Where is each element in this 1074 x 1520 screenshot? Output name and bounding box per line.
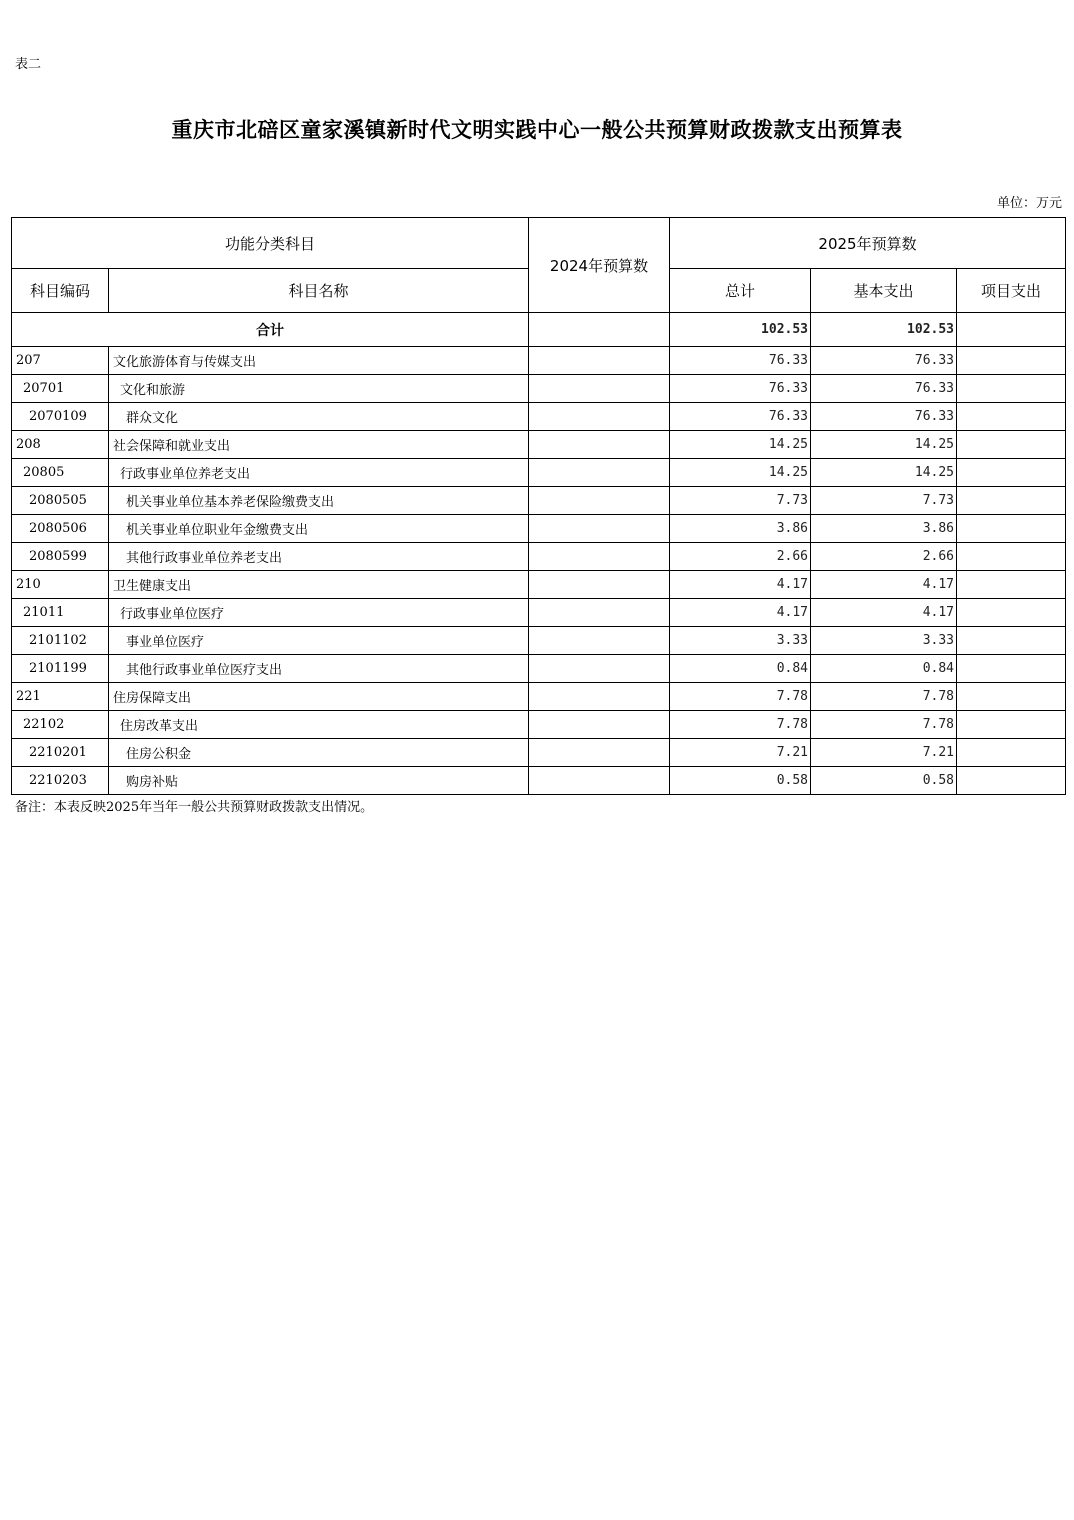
row-code: 2080506 <box>12 515 109 543</box>
row-total: 0.84 <box>670 655 811 683</box>
table-label: 表二 <box>15 57 42 72</box>
row-name: 机关事业单位基本养老保险缴费支出 <box>109 487 529 515</box>
row-total: 7.21 <box>670 739 811 767</box>
row-name: 机关事业单位职业年金缴费支出 <box>109 515 529 543</box>
row-name: 卫生健康支出 <box>109 571 529 599</box>
table-row <box>12 459 1066 487</box>
row-total: 76.33 <box>670 403 811 431</box>
row-basic: 7.73 <box>811 487 957 515</box>
row-budget-2024 <box>529 515 670 543</box>
row-name: 住房保障支出 <box>109 683 529 711</box>
row-code: 208 <box>12 431 109 459</box>
row-budget-2024 <box>529 655 670 683</box>
row-project <box>957 711 1066 739</box>
row-basic: 14.25 <box>811 459 957 487</box>
total-label: 合计 <box>12 313 529 347</box>
row-project <box>957 375 1066 403</box>
row-total: 76.33 <box>670 375 811 403</box>
row-basic: 76.33 <box>811 347 957 375</box>
row-project <box>957 683 1066 711</box>
page-title: 重庆市北碚区童家溪镇新时代文明实践中心一般公共预算财政拨款支出预算表 <box>171 117 903 142</box>
unit-label: 单位：万元 <box>996 196 1062 211</box>
table-row <box>12 403 1066 431</box>
row-code: 2101199 <box>12 655 109 683</box>
row-total: 7.73 <box>670 487 811 515</box>
row-basic: 14.25 <box>811 431 957 459</box>
row-basic: 7.78 <box>811 711 957 739</box>
table-row <box>12 627 1066 655</box>
row-basic: 4.17 <box>811 599 957 627</box>
row-name: 事业单位医疗 <box>109 627 529 655</box>
row-name: 文化旅游体育与传媒支出 <box>109 347 529 375</box>
row-code: 20805 <box>12 459 109 487</box>
row-name: 行政事业单位医疗 <box>109 599 529 627</box>
table-row <box>12 515 1066 543</box>
table-row <box>12 543 1066 571</box>
header-functional-category: 功能分类科目 <box>12 218 529 269</box>
row-budget-2024 <box>529 543 670 571</box>
row-budget-2024 <box>529 599 670 627</box>
budget-table <box>11 217 1066 795</box>
table-row <box>12 375 1066 403</box>
row-basic: 0.58 <box>811 767 957 795</box>
row-project <box>957 431 1066 459</box>
table-row <box>12 571 1066 599</box>
row-budget-2024 <box>529 627 670 655</box>
row-total: 14.25 <box>670 459 811 487</box>
header-project: 项目支出 <box>957 269 1066 313</box>
header-name: 科目名称 <box>109 269 529 313</box>
row-budget-2024 <box>529 403 670 431</box>
row-name: 其他行政事业单位医疗支出 <box>109 655 529 683</box>
row-name: 购房补贴 <box>109 767 529 795</box>
row-basic: 76.33 <box>811 375 957 403</box>
row-code: 2080599 <box>12 543 109 571</box>
table-row <box>12 711 1066 739</box>
row-total: 3.86 <box>670 515 811 543</box>
row-code: 2210203 <box>12 767 109 795</box>
row-total: 0.58 <box>670 767 811 795</box>
row-code: 20701 <box>12 375 109 403</box>
header-budget-2024: 2024年预算数 <box>529 218 670 313</box>
row-budget-2024 <box>529 431 670 459</box>
row-name: 社会保障和就业支出 <box>109 431 529 459</box>
row-total: 2.66 <box>670 543 811 571</box>
table-row <box>12 683 1066 711</box>
total-project <box>957 313 1066 347</box>
table-row <box>12 599 1066 627</box>
row-basic: 0.84 <box>811 655 957 683</box>
row-basic: 76.33 <box>811 403 957 431</box>
header-row-1 <box>12 218 1066 269</box>
row-code: 2070109 <box>12 403 109 431</box>
row-project <box>957 347 1066 375</box>
row-project <box>957 599 1066 627</box>
row-code: 2210201 <box>12 739 109 767</box>
row-code: 21011 <box>12 599 109 627</box>
table-row <box>12 767 1066 795</box>
row-basic: 3.33 <box>811 627 957 655</box>
header-budget-2025: 2025年预算数 <box>670 218 1066 269</box>
row-budget-2024 <box>529 683 670 711</box>
row-project <box>957 487 1066 515</box>
row-budget-2024 <box>529 347 670 375</box>
total-budget-2024 <box>529 313 670 347</box>
row-code: 2080505 <box>12 487 109 515</box>
row-project <box>957 655 1066 683</box>
row-total: 7.78 <box>670 683 811 711</box>
row-budget-2024 <box>529 711 670 739</box>
row-project <box>957 627 1066 655</box>
row-project <box>957 459 1066 487</box>
row-basic: 4.17 <box>811 571 957 599</box>
row-total: 76.33 <box>670 347 811 375</box>
row-project <box>957 515 1066 543</box>
table-row <box>12 655 1066 683</box>
row-budget-2024 <box>529 571 670 599</box>
row-code: 221 <box>12 683 109 711</box>
table-row <box>12 739 1066 767</box>
total-basic: 102.53 <box>811 313 957 347</box>
row-budget-2024 <box>529 375 670 403</box>
row-name: 行政事业单位养老支出 <box>109 459 529 487</box>
row-name: 住房公积金 <box>109 739 529 767</box>
row-name: 群众文化 <box>109 403 529 431</box>
header-code: 科目编码 <box>12 269 109 313</box>
row-budget-2024 <box>529 487 670 515</box>
row-name: 住房改革支出 <box>109 711 529 739</box>
row-project <box>957 543 1066 571</box>
row-total: 3.33 <box>670 627 811 655</box>
table-row <box>12 487 1066 515</box>
total-total: 102.53 <box>670 313 811 347</box>
row-budget-2024 <box>529 459 670 487</box>
row-total: 7.78 <box>670 711 811 739</box>
row-basic: 7.21 <box>811 739 957 767</box>
row-code: 2101102 <box>12 627 109 655</box>
header-basic: 基本支出 <box>811 269 957 313</box>
row-project <box>957 571 1066 599</box>
header-total: 总计 <box>670 269 811 313</box>
footnote: 备注：本表反映2025年当年一般公共预算财政拨款支出情况。 <box>15 800 374 815</box>
row-total: 4.17 <box>670 599 811 627</box>
row-code: 207 <box>12 347 109 375</box>
row-name: 其他行政事业单位养老支出 <box>109 543 529 571</box>
table-row <box>12 347 1066 375</box>
table-row <box>12 431 1066 459</box>
row-project <box>957 739 1066 767</box>
row-project <box>957 767 1066 795</box>
total-row <box>12 313 1066 347</box>
row-name: 文化和旅游 <box>109 375 529 403</box>
row-basic: 3.86 <box>811 515 957 543</box>
row-basic: 7.78 <box>811 683 957 711</box>
row-total: 4.17 <box>670 571 811 599</box>
row-total: 14.25 <box>670 431 811 459</box>
row-project <box>957 403 1066 431</box>
row-budget-2024 <box>529 767 670 795</box>
row-budget-2024 <box>529 739 670 767</box>
row-basic: 2.66 <box>811 543 957 571</box>
row-code: 210 <box>12 571 109 599</box>
row-code: 22102 <box>12 711 109 739</box>
